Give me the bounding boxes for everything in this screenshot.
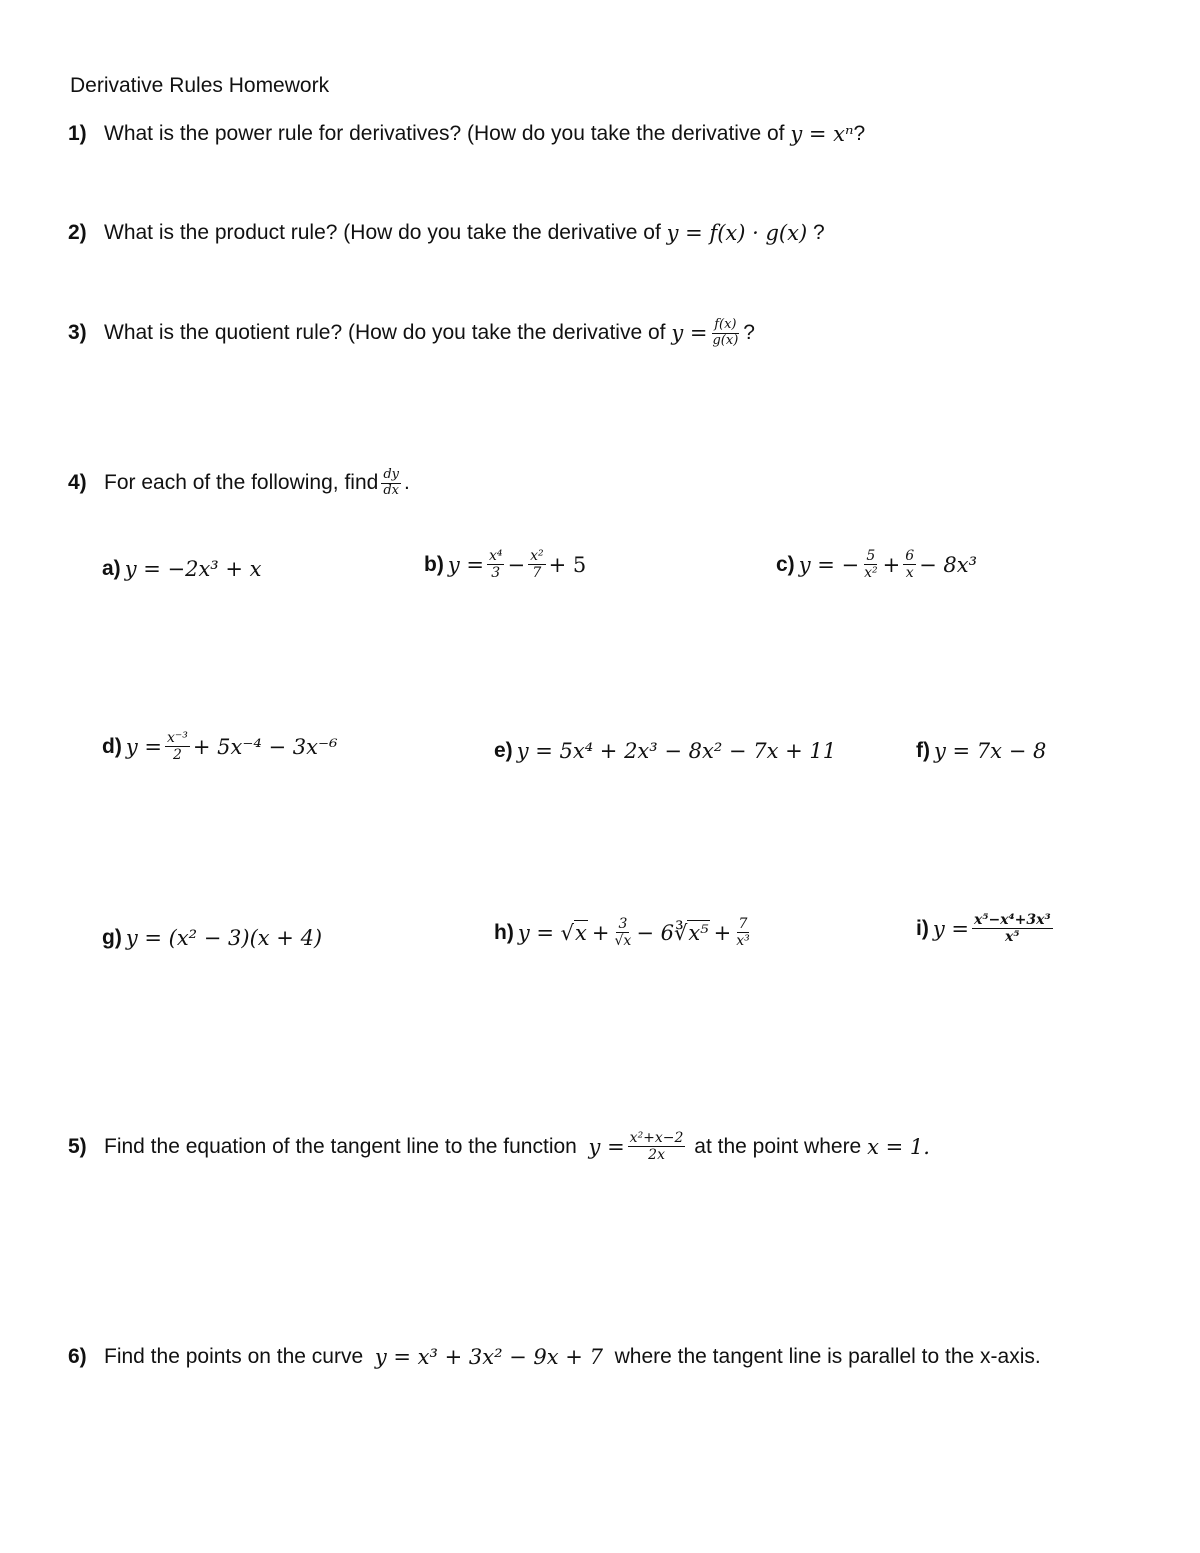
problem-i: [916, 912, 1056, 945]
question-number: 4): [68, 471, 87, 495]
math-expression: y = f(x) · g(x): [666, 221, 808, 245]
denominator: 2: [172, 747, 182, 764]
math-expression: y = −2x³ + x: [124, 557, 262, 581]
problem-label: h): [494, 920, 514, 944]
math-lhs: y = √: [517, 920, 575, 945]
question-tail: ?: [853, 122, 866, 145]
numerator: 6: [905, 548, 915, 564]
operator: +: [882, 552, 901, 577]
denominator: x³: [736, 933, 750, 950]
denominator: 2x: [648, 1147, 665, 1164]
problem-label: i): [916, 916, 929, 940]
question-number: 5): [68, 1134, 87, 1158]
problem-a: [102, 557, 262, 581]
denominator: 3: [491, 565, 501, 582]
fraction: [862, 548, 880, 581]
question-6: [68, 1345, 1041, 1369]
question-number: 1): [68, 122, 87, 145]
math-middle: − 6∛: [636, 920, 688, 945]
problem-label: f): [916, 739, 930, 762]
numerator: x⁻³: [166, 730, 188, 746]
question-4: [68, 468, 410, 499]
math-lhs: y =: [588, 1134, 625, 1159]
question-text: What is the product rule? (How do you take the derivative of: [104, 221, 661, 244]
fraction: [972, 912, 1053, 945]
numerator: 5: [866, 548, 876, 564]
fraction: [628, 1130, 686, 1163]
fraction: [165, 730, 190, 763]
denominator: g(x): [712, 332, 739, 348]
problem-label: c): [776, 552, 795, 576]
question-text: Find the points on the curve: [104, 1345, 364, 1368]
operator: −: [507, 552, 526, 577]
question-3: [68, 318, 755, 349]
math-expression: y = 5x⁴ + 2x³ − 8x² − 7x + 11: [516, 739, 837, 763]
question-2: [68, 221, 825, 245]
denominator: 7: [532, 565, 542, 582]
math-tail: + 5x⁻⁴ − 3x⁻⁶: [192, 734, 338, 759]
question-tail: .: [404, 471, 410, 495]
fraction: [487, 548, 505, 581]
fraction: [903, 548, 916, 581]
radicand: x⁵: [688, 921, 709, 946]
question-text: What is the power rule for derivatives? (How do you take the derivative of: [104, 122, 785, 145]
math-tail: − 8x³: [919, 552, 978, 577]
fraction: [612, 916, 633, 949]
problem-e: [494, 739, 836, 763]
problem-h: [494, 916, 755, 949]
problem-label: e): [494, 739, 513, 762]
problem-g: [102, 926, 322, 950]
math-lhs: y =: [932, 916, 969, 941]
math-expression: y = (x² − 3)(x + 4): [125, 926, 323, 950]
math-lhs: y =: [125, 734, 162, 759]
question-tail: ?: [743, 321, 755, 345]
denominator: x²: [864, 565, 878, 582]
fraction: [528, 548, 546, 581]
math-condition: x = 1.: [867, 1134, 930, 1159]
question-text: What is the quotient rule? (How do you take the derivative of: [104, 321, 666, 345]
math-lhs: y =: [447, 552, 484, 577]
denominator: x: [905, 565, 914, 582]
numerator: x²: [530, 548, 544, 564]
math-expression: y = x³ + 3x² − 9x + 7: [374, 1345, 603, 1369]
question-number: 2): [68, 221, 87, 244]
numerator: dy: [383, 467, 399, 482]
problem-c: [776, 548, 977, 581]
page-title: Derivative Rules Homework: [70, 74, 330, 97]
question-text: Find the equation of the tangent line to the function: [104, 1134, 577, 1158]
numerator: 3: [618, 916, 628, 932]
problem-f: [916, 739, 1046, 763]
problem-label: b): [424, 552, 444, 576]
operator: +: [713, 920, 732, 945]
problem-label: d): [102, 734, 122, 758]
problem-label: g): [102, 926, 122, 949]
math-lhs: y = −: [798, 552, 860, 577]
problem-label: a): [102, 557, 121, 580]
math-lhs: y =: [671, 321, 708, 346]
question-1: [68, 122, 865, 146]
question-number: 6): [68, 1345, 87, 1368]
fraction: [710, 318, 740, 349]
denominator: dx: [383, 482, 399, 498]
math-expression: y = xⁿ: [790, 122, 854, 146]
numerator: x⁵−x⁴+3x³: [973, 912, 1051, 928]
denominator: √x: [614, 933, 632, 950]
denominator: x⁵: [1005, 929, 1020, 946]
math-expression: y = 7x − 8: [934, 739, 1047, 763]
problem-b: [424, 548, 586, 581]
numerator: x²+x−2: [629, 1130, 684, 1146]
problem-d: [102, 730, 338, 763]
radicand: x: [575, 921, 587, 946]
math-tail: + 5: [548, 552, 587, 577]
fraction: [734, 916, 752, 949]
operator: +: [591, 920, 610, 945]
question-text: For each of the following, find: [104, 471, 379, 495]
question-number: 3): [68, 321, 87, 345]
numerator: 7: [738, 916, 748, 932]
question-tail: ?: [813, 221, 825, 244]
question-text-2: at the point where: [694, 1134, 862, 1158]
question-5: [68, 1130, 930, 1163]
question-text-2: where the tangent line is parallel to the x-axis.: [614, 1345, 1041, 1368]
numerator: x⁴: [488, 548, 503, 564]
fraction-dy-dx: [381, 468, 401, 499]
numerator: f(x): [714, 317, 737, 332]
